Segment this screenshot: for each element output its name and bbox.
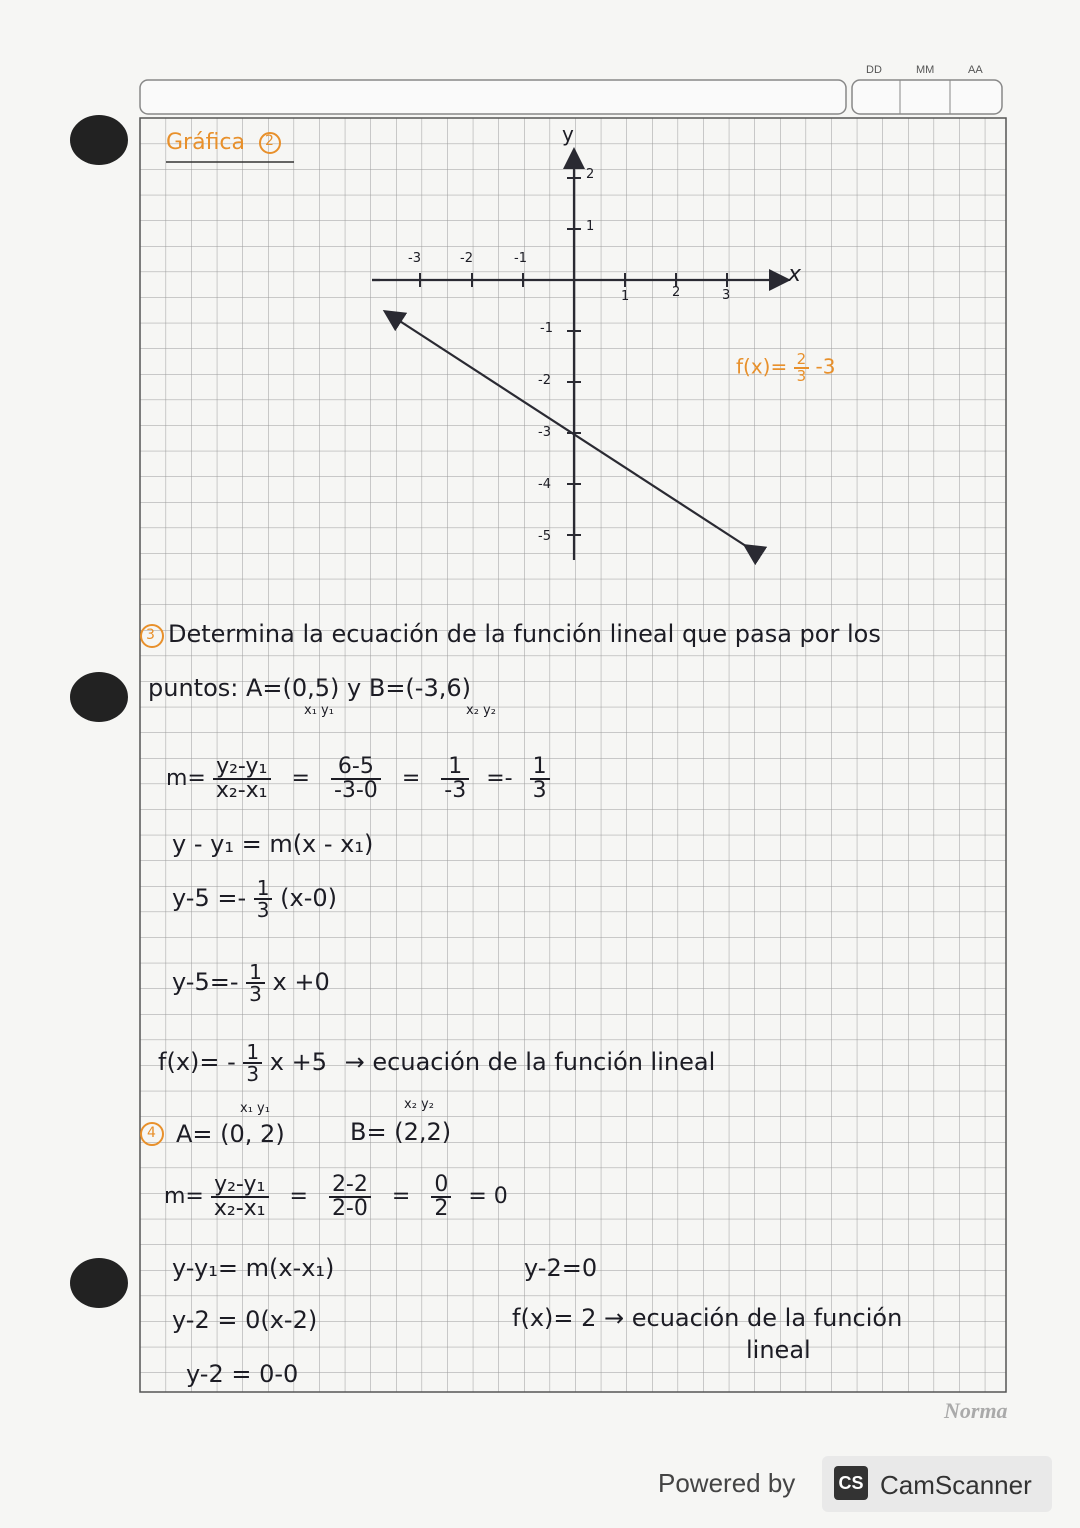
- result-right: x +5: [269, 1048, 328, 1076]
- slope4-eq2: =: [391, 1184, 411, 1209]
- exercise-3-result: [158, 1042, 715, 1084]
- x-tick-label: 1: [621, 289, 630, 304]
- slope4-sub-den: 2-0: [331, 1196, 368, 1221]
- slope-eq3: =-: [486, 766, 513, 791]
- step2-left: y-5=-: [172, 968, 239, 996]
- step1-left: y-5 =-: [172, 884, 247, 912]
- exercise-3-sub-b: x₂ y₂: [466, 703, 496, 718]
- exercise-4-point-b: B= (2,2): [350, 1118, 452, 1146]
- header-bar: [140, 80, 846, 114]
- exercise-4-right1: y-2=0: [524, 1254, 598, 1282]
- date-label-aa: AA: [968, 64, 983, 76]
- exercise-4-sub-a: x₁ y₁: [240, 1101, 270, 1116]
- y-tick-label: -2: [538, 373, 551, 388]
- slope4-den: x₂-x₁: [213, 1196, 266, 1221]
- exercise-4-number: 4: [147, 1125, 156, 1141]
- exercise-4-result: f(x)= 2 → ecuación de la función: [512, 1304, 903, 1332]
- exercise-4-step1: y-2 = 0(x-2): [172, 1306, 318, 1334]
- exercise-4-slope: [164, 1174, 508, 1220]
- function-frac-den: 3: [796, 367, 807, 385]
- slope-num: y₂-y₁: [213, 756, 271, 780]
- slope4-sub-num: 2-2: [329, 1174, 371, 1198]
- binder-hole: [70, 672, 128, 722]
- slope4-num: y₂-y₁: [211, 1174, 269, 1198]
- slope-simp-num: 1: [441, 756, 469, 780]
- slope4-simp-num: 0: [431, 1174, 451, 1198]
- x-tick-label: -1: [514, 251, 527, 266]
- exercise-4-step2: y-2 = 0-0: [186, 1360, 299, 1388]
- step1-den: 3: [256, 898, 270, 922]
- slope-res-den: 3: [532, 778, 547, 803]
- exercise-3-number: 3: [146, 627, 155, 643]
- camscanner-logo-icon: CS: [834, 1466, 868, 1500]
- y-tick-label: -1: [540, 321, 553, 336]
- slope4-eq1: =: [289, 1184, 308, 1209]
- norma-brand: Norma: [944, 1398, 1008, 1423]
- result-note: → ecuación de la función lineal: [344, 1048, 716, 1076]
- exercise-3-point-slope: y - y₁ = m(x - x₁): [172, 830, 374, 858]
- slope-eq1: =: [291, 766, 310, 791]
- exercise-3-points: puntos: A=(0,5) y B=(-3,6): [148, 674, 471, 702]
- binder-hole: [70, 115, 128, 165]
- slope-sub-num: 6-5: [331, 756, 381, 780]
- graph-title-number: 2: [265, 133, 274, 149]
- result-left: f(x)= -: [158, 1048, 236, 1076]
- step2-right: x +0: [272, 968, 330, 996]
- slope-res-num: 1: [530, 756, 550, 780]
- powered-by-text: Powered by: [658, 1468, 796, 1498]
- y-tick-label: -5: [538, 529, 551, 544]
- date-box: [852, 80, 1002, 114]
- result-num: 1: [243, 1042, 262, 1064]
- step2-num: 1: [246, 962, 265, 984]
- slope-eq2: =: [401, 766, 421, 791]
- x-tick-label: 2: [672, 285, 681, 300]
- exercise-4-point-slope: y-y₁= m(x-x₁): [172, 1254, 335, 1282]
- exercise-3-step2: [172, 962, 330, 1004]
- exercise-3-sub-a: x₁ y₁: [304, 703, 334, 718]
- function-tail: -3: [815, 354, 836, 379]
- step2-den: 3: [249, 982, 262, 1006]
- step1-right: (x-0): [280, 884, 337, 912]
- exercise-4-sub-b: x₂ y₂: [404, 1097, 434, 1112]
- x-axis-label: x: [788, 262, 802, 287]
- slope4-eq3: = 0: [468, 1184, 508, 1209]
- slope-sub-den: -3-0: [333, 778, 378, 803]
- result-den: 3: [246, 1062, 260, 1086]
- function-label-prefix: f(x)=: [736, 354, 788, 379]
- y-axis-label: y: [562, 122, 574, 146]
- slope-den: x₂-x₁: [215, 778, 268, 803]
- camscanner-name: CamScanner: [880, 1470, 1032, 1500]
- function-label: [736, 352, 835, 384]
- slope-lhs: m=: [166, 766, 206, 791]
- y-tick-label: -4: [538, 477, 551, 492]
- exercise-3-step1: [172, 878, 337, 920]
- slope4-simp-den: 2: [434, 1196, 449, 1221]
- x-tick-label: -3: [408, 251, 421, 266]
- slope-simp-den: -3: [444, 778, 467, 803]
- date-label-mm: MM: [916, 64, 935, 76]
- binder-hole: [70, 1258, 128, 1308]
- exercise-4-result-cont: lineal: [746, 1336, 811, 1364]
- step1-num: 1: [254, 878, 273, 900]
- x-tick-label: 3: [722, 288, 731, 303]
- exercise-4-point-a: A= (0, 2): [176, 1120, 285, 1148]
- y-tick-label: 2: [586, 167, 595, 182]
- x-tick-label: -2: [460, 251, 473, 266]
- y-tick-label: 1: [586, 219, 595, 234]
- graph-title: Gráfica: [166, 130, 246, 155]
- slope4-lhs: m=: [164, 1184, 204, 1209]
- exercise-3-statement: Determina la ecuación de la función lineal que pasa por los: [168, 620, 881, 648]
- function-frac-num: 2: [794, 352, 810, 369]
- exercise-3-slope: [166, 756, 550, 802]
- y-tick-label: -3: [538, 425, 551, 440]
- date-label-dd: DD: [866, 64, 882, 76]
